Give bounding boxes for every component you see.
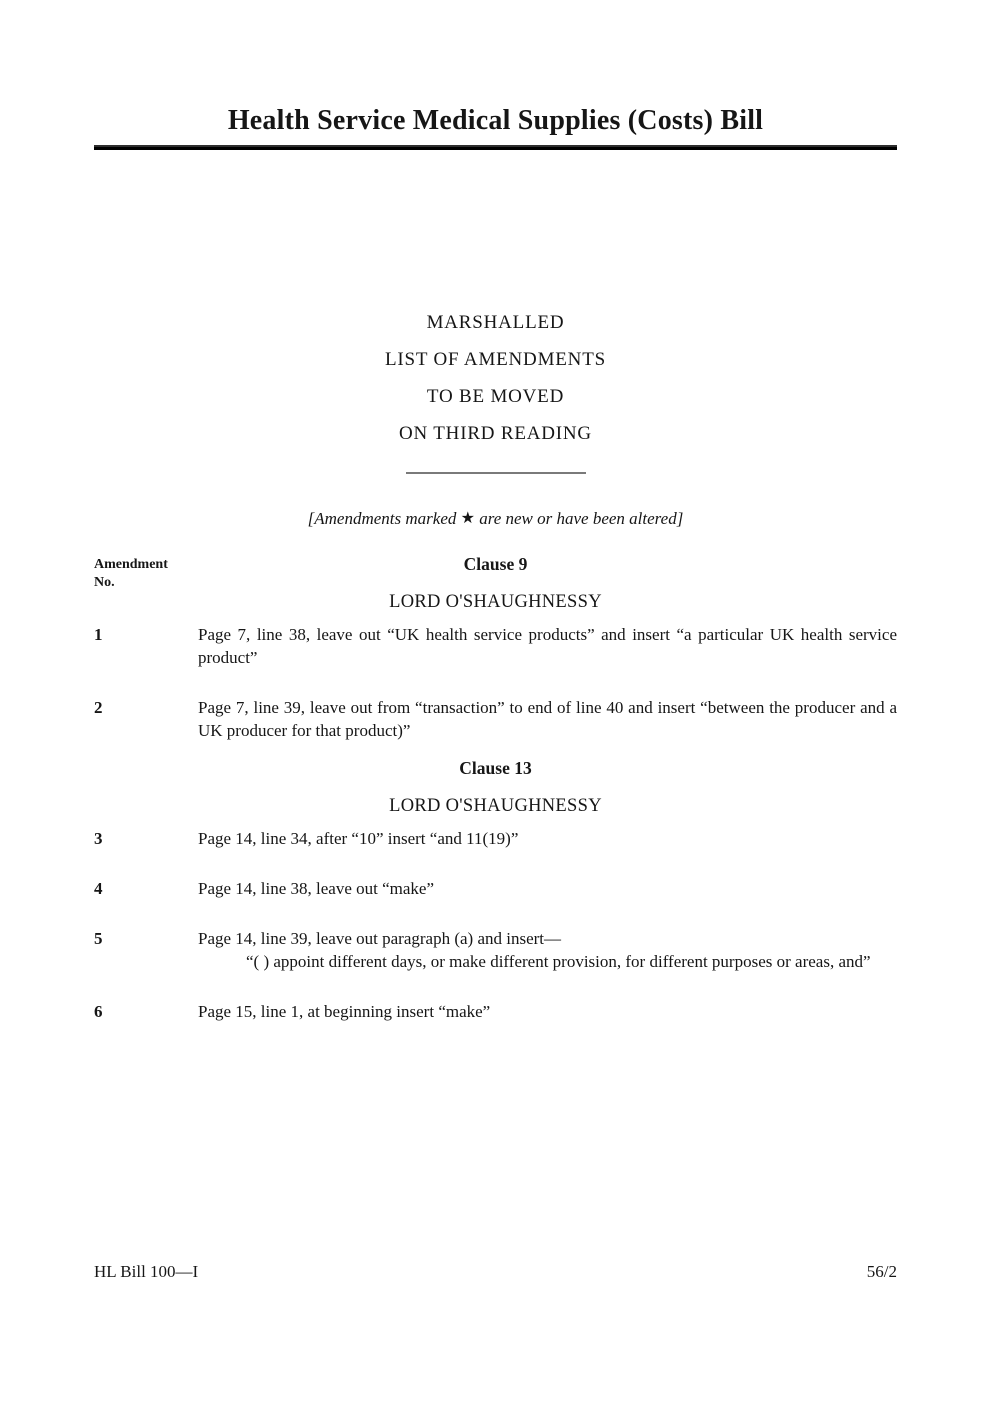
amendment-number-2: 2	[94, 698, 103, 717]
amendments-marked-notice	[94, 509, 897, 529]
amendment-text-5	[198, 927, 897, 973]
amendment-row-2	[94, 696, 897, 742]
amendment-number-5: 5	[94, 929, 103, 948]
amendment-row-1	[94, 623, 897, 669]
title-double-rule	[94, 145, 897, 150]
heading-to-be-moved: TO BE MOVED	[426, 386, 565, 407]
amendment-text-3: Page 14, line 34, after “10” insert “and 11(19)”	[198, 829, 519, 848]
bill-reference: HL Bill 100—I	[94, 1262, 199, 1281]
marshalled-heading-block	[94, 304, 897, 452]
amendment-text-1: Page 7, line 38, leave out “UK health service products” and insert “a particular UK health service product”	[198, 625, 897, 667]
mover-name-clause-9: LORD O'SHAUGHNESSY	[389, 592, 602, 612]
amendment-row-4	[94, 877, 897, 900]
separator-rule	[406, 472, 586, 474]
amendment-row-5	[94, 927, 897, 973]
amendment-number-6: 6	[94, 1002, 103, 1021]
amendment-row-6	[94, 1000, 897, 1023]
notice-text-after: are new or have been altered]	[474, 509, 684, 528]
amendment-text-5-subparagraph: “( ) appoint different days, or make different provision, for different purposes or areas, and”	[246, 952, 871, 971]
amendment-number-3: 3	[94, 829, 103, 848]
heading-marshalled: MARSHALLED	[426, 312, 565, 333]
amendment-no-header-line1: Amendment	[94, 557, 168, 572]
clause-13-heading: Clause 13	[459, 758, 532, 778]
amendment-number-4: 4	[94, 879, 103, 898]
amendment-text-5-lead: Page 14, line 39, leave out paragraph (a) and insert—	[198, 929, 562, 948]
mover-name-clause-13: LORD O'SHAUGHNESSY	[389, 796, 602, 816]
heading-on-third-reading: ON THIRD READING	[399, 423, 592, 444]
notice-text-before: [Amendments marked	[307, 509, 461, 528]
amendment-text-6: Page 15, line 1, at beginning insert “make”	[198, 1002, 491, 1021]
amendment-number-1: 1	[94, 625, 103, 644]
amendment-list	[94, 554, 897, 1023]
clause-9-header-row	[94, 554, 897, 590]
clause-9-heading: Clause 9	[463, 554, 528, 574]
amendment-text-2: Page 7, line 39, leave out from “transaction” to end of line 40 and insert “between the producer and a UK producer for that product)”	[198, 698, 897, 740]
star-icon: ★	[460, 510, 475, 527]
amendment-no-column-header	[94, 556, 168, 592]
heading-list-of-amendments: LIST OF AMENDMENTS	[385, 349, 606, 370]
page-title: Health Service Medical Supplies (Costs) Bill	[227, 105, 764, 136]
amendment-no-header-line2: No.	[94, 575, 115, 590]
print-number: 56/2	[866, 1262, 897, 1281]
amendment-text-4: Page 14, line 38, leave out “make”	[198, 879, 435, 898]
amendment-row-3	[94, 827, 897, 850]
page-footer	[94, 1261, 897, 1282]
